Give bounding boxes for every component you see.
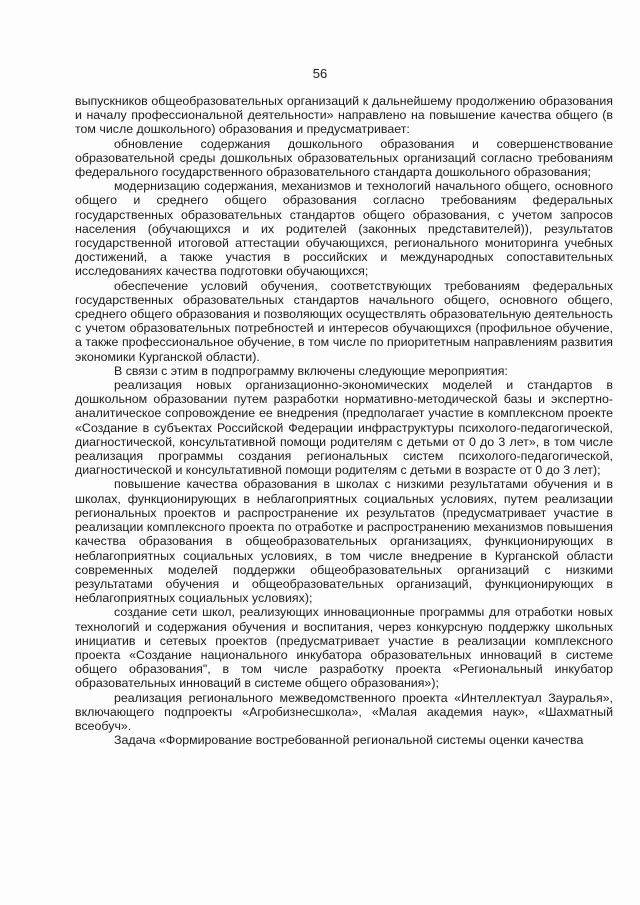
page-body: [75, 94, 613, 747]
paragraph-innovation-network: создание сети школ, реализующих инновационные программы для отработки новых технологий и содержания обучения и воспитания, через конкурсную поддержку школьных инициатив и сетевых проектов (предусматривает участие в реализации комплексного проекта «Создание национального инкубатора образовательных инноваций в системе общего образования", в том числе разработку проекта «Региональный инкубатор образовательных инноваций в системе общего образования»);: [75, 605, 613, 691]
paragraph-modernization: модернизацию содержания, механизмов и технологий начального общего, основного общего и среднего общего образования согласно требованиям федеральных государственных образовательных стандартов общего образования, с учетом запросов населения (обучающихся и их родителей (законных представителей)), результатов государственной итоговой аттестации обучающихся, регионального мониторинга учебных достижений, а также участия в российских и международных сопоставительных исследованиях качества подготовки обучающихся;: [75, 179, 613, 279]
paragraph-preschool-models: реализация новых организационно-экономических моделей и стандартов в дошкольном образовании путем разработки нормативно-методической базы и экспертно-аналитическое сопровождение ее внедрения (предполагает участие в комплексном проекте «Создание в субъектах Российской Федерации инфраструктуры психолого-педагогической, диагностической, консультативной помощи родителям с детьми от 0 до 3 лет», в том числе реализация программы создания региональных систем психолого-педагогической, диагностической и консультативной помощи родителям с детьми в возрасте от 0 до 3 лет);: [75, 378, 613, 478]
page-number: 56: [312, 66, 328, 81]
paragraph-preschool-update: обновление содержания дошкольного образования и совершенствование образовательной среды дошкольных образовательных организаций согласно требованиям федерального государственного образовательного стандарта дошкольного образования;: [75, 136, 613, 180]
paragraph-intellectual-project: реализация регионального межведомственного проекта «Интеллектуал Зауралья», включающего подпроекты «Агробизнесшкола», «Малая академия наук», «Шахматный всеобуч».: [75, 690, 613, 733]
paragraph-low-results-schools: повышение качества образования в школах с низкими результатами обучения и в школах, функционирующих в неблагоприятных социальных условиях, путем реализации региональных проектов и распространение их результатов (предусматривает участие в реализации комплексного проекта по отработке и распространению механизмов повышения качества образования в общеобразовательных организациях, функционирующих в неблагоприятных социальных условиях, в том числе внедрение в Курганской области современных моделей поддержки общеобразовательных организаций с низкими результатами обучения и общеобразовательных организаций, функционирующих в неблагоприятных социальных условиях);: [75, 477, 613, 606]
paragraph-measures-intro: В связи с этим в подпрограмму включены следующие мероприятия:: [114, 363, 508, 378]
paragraph-learning-conditions: обеспечение условий обучения, соответствующих требованиям федеральных государственных образовательных стандартов начального общего, основного общего, среднего общего образования и позволяющих осуществлять образовательную деятельность с учетом образовательных потребностей и интересов обучающихся (профильное обучение, а также профессиональное обучение, в том числе по приоритетным направлениям развития экономики Курганской области).: [75, 278, 613, 364]
paragraph-continuation: выпускников общеобразовательных организаций к дальнейшему продолжению образования и началу профессиональной деятельности» направлено на повышение качества общего (в том числе дошкольного) образования и предусматривает:: [75, 94, 613, 137]
paragraph-next-task: Задача «Формирование востребованной региональной системы оценки качества: [114, 733, 584, 748]
